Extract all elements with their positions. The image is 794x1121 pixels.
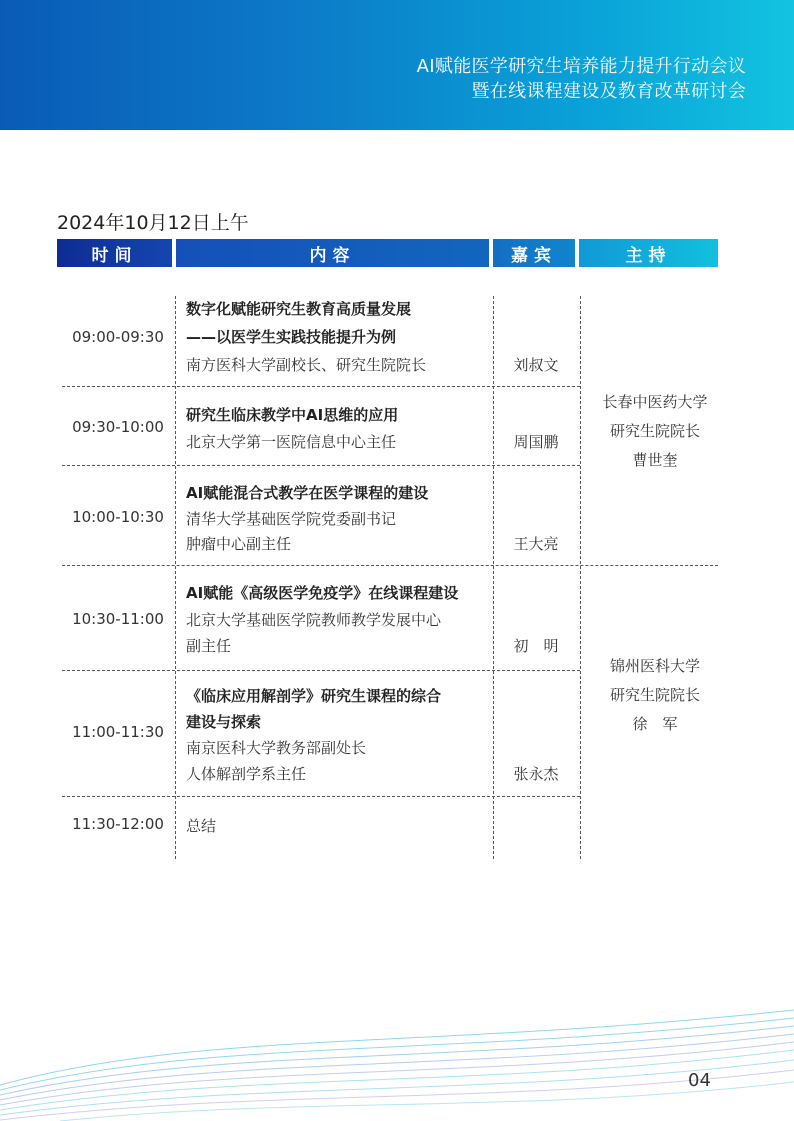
speaker-affiliation: 清华大学基础医学院党委副书记 (186, 510, 397, 528)
host-name: 曹世奎 (632, 451, 678, 469)
speaker-affiliation: 南方医科大学副校长、研究生院院长 (186, 356, 427, 374)
speaker-affiliation: 人体解剖学系主任 (186, 765, 307, 783)
guest-name: 刘叔文 (513, 356, 559, 374)
row-time: 11:30-12:00 (72, 815, 164, 833)
header-title-line-1: AI赋能医学研究生培养能力提升行动会议 (416, 56, 746, 77)
row-time: 09:00-09:30 (72, 328, 164, 346)
column-divider (175, 296, 176, 859)
speaker-affiliation: 肿瘤中心副主任 (186, 535, 292, 553)
host-name: 徐 军 (632, 715, 678, 733)
topic-subtitle: ——以医学生实践技能提升为例 (186, 328, 397, 346)
column-header-guest: 嘉宾 (493, 239, 575, 267)
guest-name: 初 明 (513, 637, 559, 655)
column-header-content: 内容 (176, 239, 489, 267)
column-header-host: 主持 (579, 239, 718, 267)
schedule-date-title: 2024年10月12日上午 (57, 212, 249, 234)
speaker-affiliation: 北京大学第一医院信息中心主任 (186, 433, 397, 451)
topic-title: AI赋能《高级医学免疫学》在线课程建设 (186, 584, 459, 602)
column-header-time: 时间 (57, 239, 172, 267)
topic-title: 总结 (186, 817, 217, 835)
decorative-wave-lines (0, 990, 794, 1121)
row-divider (62, 565, 718, 566)
row-divider (62, 796, 580, 797)
topic-title: 《临床应用解剖学》研究生课程的综合 (186, 687, 442, 705)
topic-subtitle: 建设与探索 (186, 713, 262, 731)
column-divider (493, 296, 494, 859)
speaker-affiliation: 北京大学基础医学院教师教学发展中心 (186, 611, 442, 629)
guest-name: 王大亮 (513, 535, 559, 553)
host-title: 研究生院院长 (609, 686, 700, 704)
topic-title: 数字化赋能研究生教育高质量发展 (186, 300, 412, 318)
page-number: 04 (688, 1070, 711, 1091)
row-time: 10:00-10:30 (72, 508, 164, 526)
speaker-affiliation: 副主任 (186, 637, 232, 655)
host-organization: 长春中医药大学 (602, 393, 708, 411)
topic-title: 研究生临床教学中AI思维的应用 (186, 406, 399, 424)
guest-name: 张永杰 (513, 765, 559, 783)
row-divider (62, 670, 580, 671)
guest-name: 周国鹏 (513, 433, 559, 451)
row-divider (62, 386, 580, 387)
topic-title: AI赋能混合式教学在医学课程的建设 (186, 484, 429, 502)
row-divider (62, 465, 580, 466)
row-time: 11:00-11:30 (72, 723, 164, 741)
host-title: 研究生院院长 (609, 422, 700, 440)
speaker-affiliation: 南京医科大学教务部副处长 (186, 739, 367, 757)
header-title-line-2: 暨在线课程建设及教育改革研讨会 (471, 81, 746, 102)
row-time: 09:30-10:00 (72, 418, 164, 436)
host-organization: 锦州医科大学 (609, 657, 700, 675)
column-divider (580, 296, 581, 859)
row-time: 10:30-11:00 (72, 610, 164, 628)
